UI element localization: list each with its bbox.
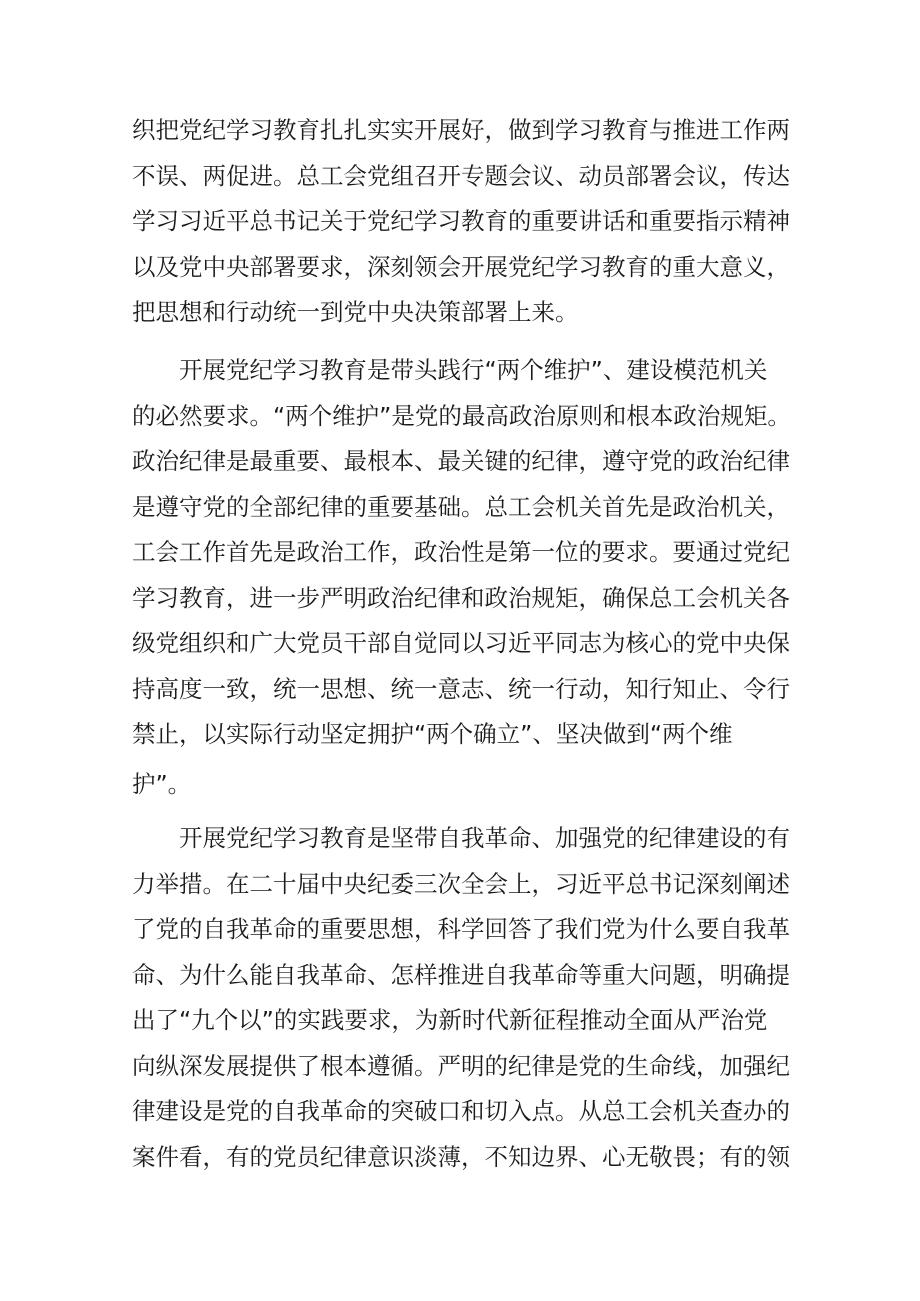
paragraph-3 [132,816,792,1180]
paragraph-line: 把思想和行动统一到党中央决策部署上来。 [132,298,579,326]
paragraph-line: 政治纪律是最重要、最根本、最关键的纪律，遵守党的政治纪律 [132,447,790,475]
paragraph-line: 命、为什么能自我革命、怎样推进自我革命等重大问题，明确提 [132,960,790,989]
paragraph-line: 禁止，以实际行动坚定拥护“两个确立”、坚决做到“两个维 [132,720,733,748]
paragraph-line: 工会工作首先是政治工作，政治性是第一位的要求。要通过党纪 [132,538,790,566]
paragraph-line: 律建设是党的自我革命的突破口和切入点。从总工会机关查办的 [132,1097,790,1125]
paragraph-line: 了党的自我革命的重要思想，科学回答了我们党为什么要自我革 [132,915,790,943]
paragraph-line: 的必然要求。“两个维护”是党的最高政治原则和根本政治规矩。 [132,401,791,430]
paragraph-line: 持高度一致，统一思想、统一意志、统一行动，知行知止、令行 [132,674,790,703]
paragraph-line: 不误、两促进。总工会党组召开专题会议、动员部署会议，传达 [132,161,790,190]
paragraph-line: 开展党纪学习教育是带头践行“两个维护”、建设模范机关 [132,356,768,384]
paragraph-2 [132,348,792,807]
paragraph-line: 出了“九个以”的实践要求，为新时代新征程推动全面从严治党 [132,1006,768,1034]
paragraph-line: 学习习近平总书记关于党纪学习教育的重要讲话和重要指示精神 [132,207,790,235]
paragraph-line: 织把党纪学习教育扎扎实实开展好，做到学习教育与推进工作两 [132,116,790,144]
paragraph-line: 以及党中央部署要求，深刻领会开展党纪学习教育的重大意义， [132,252,790,281]
paragraph-line: 案件看，有的党员纪律意识淡薄，不知边界、心无敬畏；有的领 [132,1142,790,1171]
paragraph-line: 学习教育，进一步严明政治纪律和政治规矩，确保总工会机关各 [132,583,790,612]
paragraph-line: 力举措。在二十届中央纪委三次全会上，习近平总书记深刻阐述 [132,869,790,898]
paragraph-1 [132,108,792,336]
paragraph-line: 向纵深发展提供了根本遵循。严明的纪律是党的生命线，加强纪 [132,1051,790,1080]
paragraph-line: 级党组织和广大党员干部自觉同以习近平同志为核心的党中央保 [132,629,790,657]
paragraph-line: 护”。 [132,769,192,798]
paragraph-line: 是遵守党的全部纪律的重要基础。总工会机关首先是政治机关， [132,492,790,521]
paragraph-line: 开展党纪学习教育是坚带自我革命、加强党的纪律建设的有 [132,824,790,852]
